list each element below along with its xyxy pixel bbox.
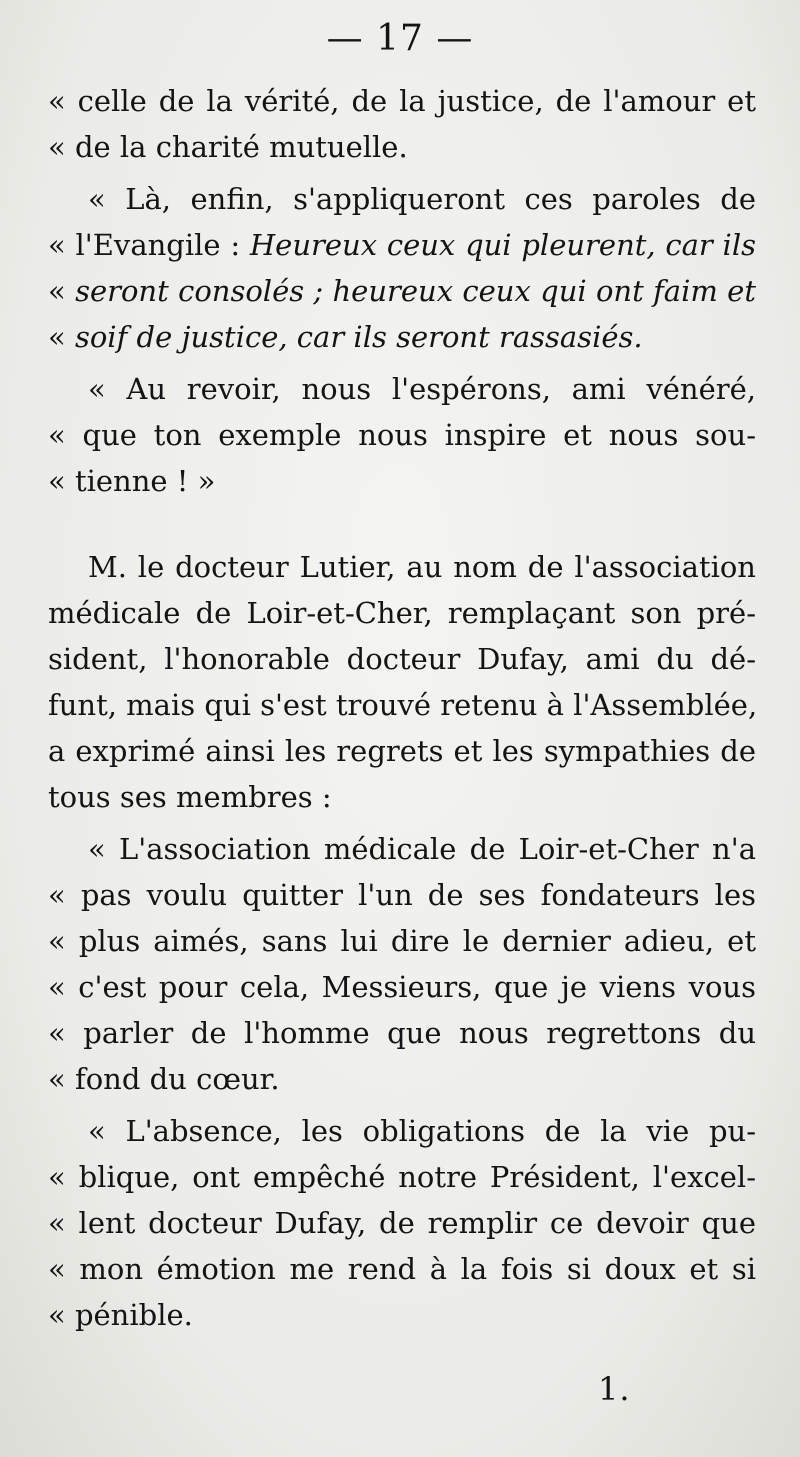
text-line: « pas voulu quitter l'un de ses fondateurs les (48, 878, 756, 912)
gospel-quote: Heureux ceux qui pleurent, car ils (249, 228, 756, 262)
text-line: « Là, enfin, s'appliqueront ces paroles de (88, 182, 756, 216)
text-line: « parler de l'homme que nous regrettons du (48, 1016, 756, 1050)
text-line: « pénible. (48, 1298, 193, 1332)
text-line: tous ses membres : (48, 780, 332, 814)
page-body (48, 78, 756, 1338)
text-line: M. le docteur Lutier, au nom de l'association (88, 550, 756, 584)
text-line: funt, mais qui s'est trouvé retenu à l'Assemblée, (48, 688, 758, 722)
page-number: — 17 — (326, 18, 474, 59)
text-line: « L'absence, les obligations de la vie pu- (88, 1114, 756, 1148)
gospel-quote: seront consolés ; heureux ceux qui ont faim et (75, 274, 756, 308)
text-line: « lent docteur Dufay, de remplir ce devoir que (48, 1206, 756, 1240)
text-line: « c'est pour cela, Messieurs, que je viens vous (48, 970, 756, 1004)
text-line: a exprimé ainsi les regrets et les sympathies de (48, 734, 756, 768)
text-line: « blique, ont empêché notre Président, l'excel- (48, 1160, 756, 1194)
text-line: « L'association médicale de Loir-et-Cher n'a (88, 832, 756, 866)
text-line: « soif de justice, car ils seront rassasiés. (48, 320, 643, 354)
text-line: sident, l'honorable docteur Dufay, ami du dé- (48, 642, 756, 676)
text-line: « Au revoir, nous l'espérons, ami vénéré, (88, 372, 756, 406)
text-line: « l'Evangile : Heureux ceux qui pleurent, car ils (48, 228, 756, 262)
signature-mark: 1. (598, 1370, 631, 1408)
text-line: « tienne ! » (48, 464, 216, 498)
gospel-quote: soif de justice, car ils seront rassasiés. (74, 320, 643, 354)
text-line: « fond du cœur. (48, 1062, 280, 1096)
text-line: « de la charité mutuelle. (48, 130, 408, 164)
text-line: « que ton exemple nous inspire et nous sou- (48, 418, 756, 452)
text-line: médicale de Loir-et-Cher, remplaçant son pré- (48, 596, 756, 630)
text-line: « plus aimés, sans lui dire le dernier adieu, et (48, 924, 756, 958)
text-line: « celle de la vérité, de la justice, de l'amour et (48, 84, 756, 118)
text-line: « seront consolés ; heureux ceux qui ont faim et (48, 274, 756, 308)
text-line: « mon émotion me rend à la fois si doux et si (48, 1252, 756, 1286)
